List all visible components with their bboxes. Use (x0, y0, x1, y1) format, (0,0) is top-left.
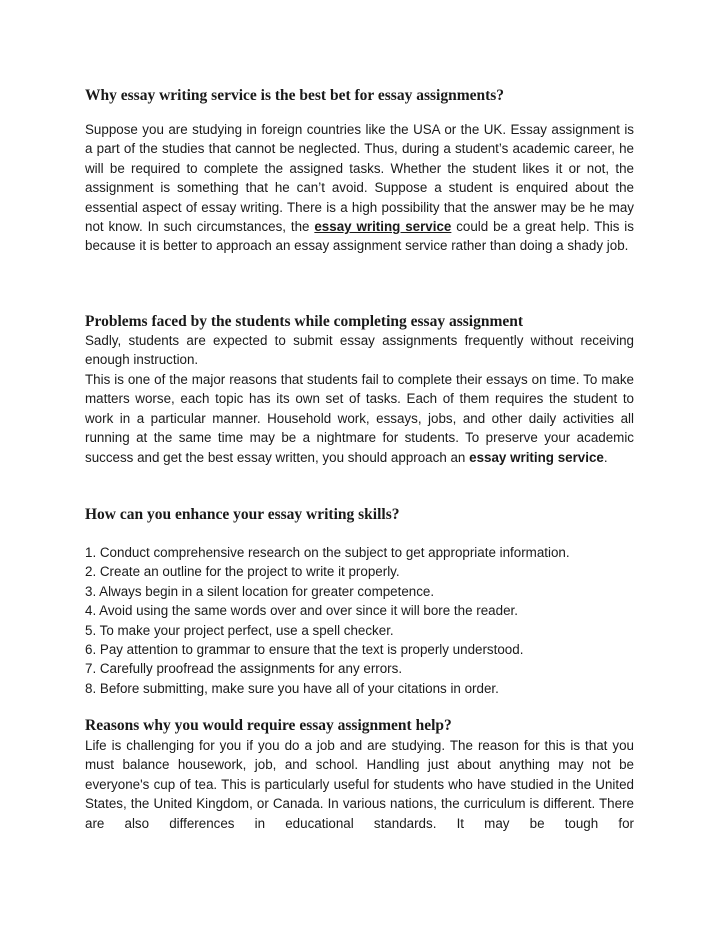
reasons-paragraph: Life is challenging for you if you do a job and are studying. The reason for this is that you must balance housework, job, and school. Handling just about anything may not be everyone's cup of tea. This is particularly useful for students who have studied in the United States, the United Kingdom, or Canada. In various nations, the curriculum is different. There are also differences in educational standards. It may be tough for (85, 738, 634, 831)
intro-paragraph (85, 120, 634, 256)
section-heading-problems: Problems faced by the students while completing essay assignment (85, 313, 524, 330)
list-item: 8. Before submitting, make sure you have all of your citations in order. (85, 680, 499, 696)
intro-text-after-link: could be a great help. This is because it is better to approach an essay assignment service rather than doing a shady job. (85, 219, 634, 254)
skills-list (85, 543, 645, 698)
essay-writing-service-link[interactable]: essay writing service (314, 219, 452, 235)
problems-text-after-bold: . (603, 449, 608, 465)
section-heading-why-essay-service: Why essay writing service is the best bet for essay assignments? (85, 87, 505, 104)
list-item: 7. Carefully proofread the assignments for any errors. (85, 661, 403, 677)
problems-paragraph-2 (85, 370, 634, 467)
list-item: 4. Avoid using the same words over and over since it will bore the reader. (85, 603, 518, 619)
list-item: 2. Create an outline for the project to write it properly. (85, 564, 400, 580)
essay-writing-service-bold: essay writing service (469, 449, 604, 465)
list-item: 3. Always begin in a silent location for greater competence. (85, 583, 435, 599)
problems-paragraph-1: Sadly, students are expected to submit essay assignments frequently without receiving enough instruction. (85, 333, 634, 368)
list-item: 1. Conduct comprehensive research on the subject to get appropriate information. (85, 545, 570, 560)
list-item: 6. Pay attention to grammar to ensure that the text is properly understood. (85, 642, 524, 658)
list-item: 5. To make your project perfect, use a spell checker. (85, 622, 394, 638)
section-heading-enhance-skills: How can you enhance your essay writing skills? (85, 506, 400, 523)
problems-text-before-bold: This is one of the major reasons that students fail to complete their essays on time. To make matters worse, each topic has its own set of tasks. Each of them requires the student to work in a particular manner. Household work, essays, jobs, and other daily activities all running at the same time may be a nightmare for students. To preserve your academic success and get the best essay written, you should approach an (85, 372, 634, 465)
intro-text-before-link: Suppose you are studying in foreign countries like the USA or the UK. Essay assignment is a part of the studies that cannot be neglected. Thus, during a student’s academic career, he will be required to complete the assigned tasks. Whether the student likes it or not, the assignment is something that he can’t avoid. Suppose a student is enquired about the essential aspect of essay writing. There is a high possibility that the answer may be he may not know. In such circumstances, the (85, 122, 634, 235)
section-heading-reasons: Reasons why you would require essay assignment help? (85, 717, 452, 734)
